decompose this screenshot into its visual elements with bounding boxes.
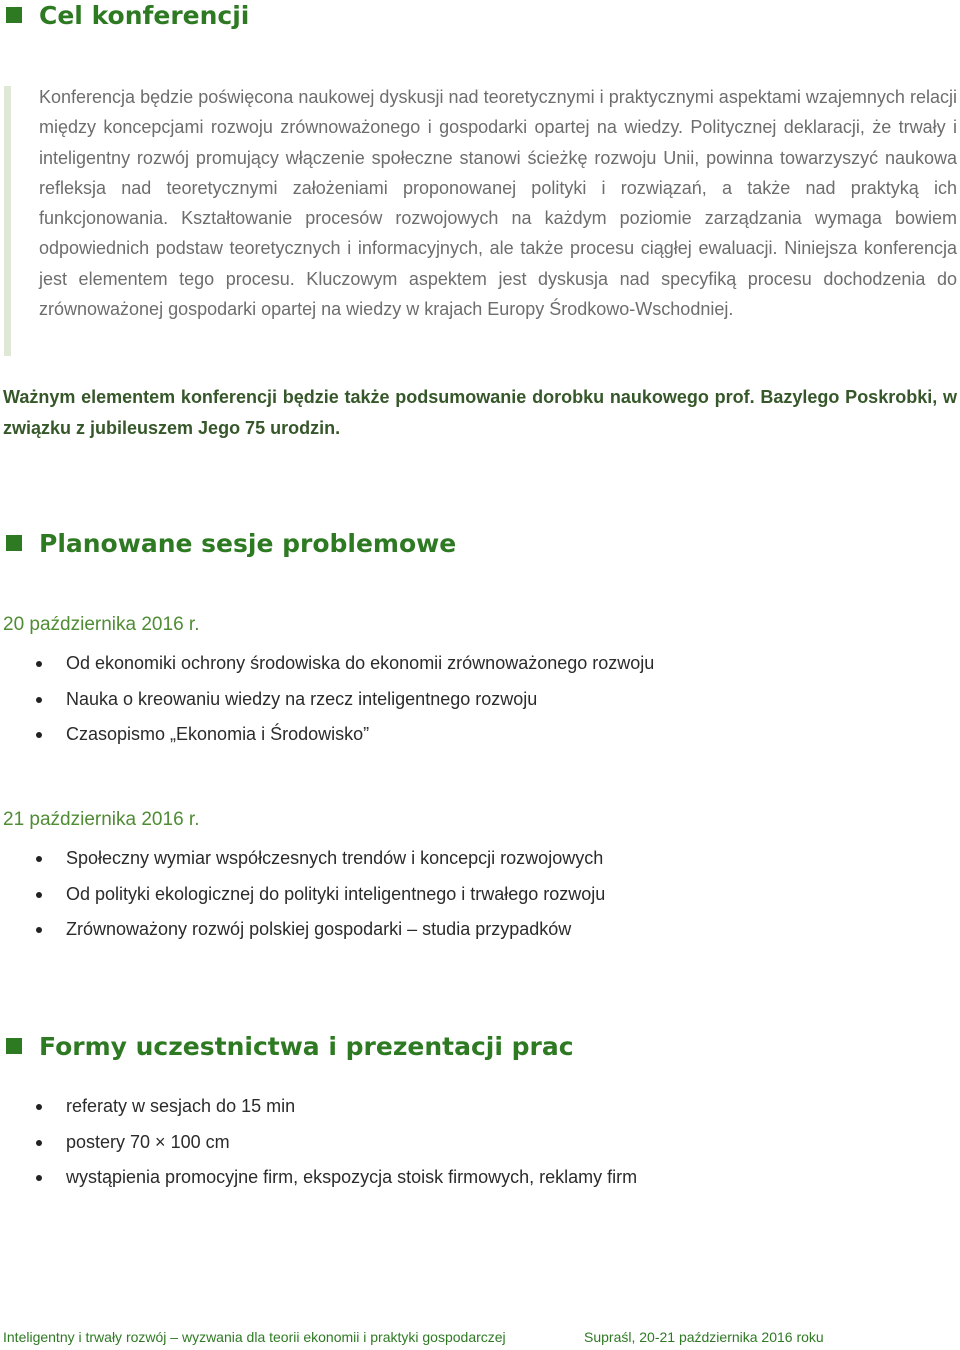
list-item: referaty w sesjach do 15 min (66, 1089, 637, 1125)
participation-list (66, 1089, 637, 1196)
section-title: Cel konferencji (39, 0, 250, 30)
square-bullet-icon (6, 535, 22, 551)
section-title: Formy uczestnictwa i prezentacji prac (39, 1031, 574, 1061)
session-list-1 (66, 646, 654, 753)
list-item: Społeczny wymiar współczesnych trendów i koncepcji rozwojowych (66, 841, 605, 877)
session-date-2: 21 października 2016 r. (3, 809, 200, 830)
list-item: Od polityki ekologicznej do polityki inteligentnego i trwałego rozwoju (66, 877, 605, 913)
session-date-1: 20 października 2016 r. (3, 614, 200, 635)
section-heading-sessions (6, 527, 456, 559)
list-item: Nauka o kreowaniu wiedzy na rzecz inteligentnego rozwoju (66, 682, 654, 718)
highlight-paragraph: Ważnym elementem konferencji będzie także podsumowanie dorobku naukowego prof. Bazylego Poskrobki, w związku z jubileuszem Jego 75 urodzin. (3, 387, 957, 438)
session-list-2 (66, 841, 605, 948)
square-bullet-icon (6, 7, 22, 23)
list-item: postery 70 × 100 cm (66, 1125, 637, 1161)
intro-paragraph: Konferencja będzie poświęcona naukowej dyskusji nad teoretycznymi i praktycznymi aspektami wzajemnych relacji między koncepcjami rozwoju zrównoważonego i gospodarki opartej na wiedzy. Politycznej deklaracji, że trwały i inteligentny rozwój promujący włączenie społeczne stanowi ścieżkę rozwoju Unii, powinna towarzyszyć naukowa refleksja nad teoretycznymi założeniami proponowanej polityki i rozwiązań, a także nad praktyką ich funkcjonowania. Kształtowanie procesów rozwojowych na każdym poziomie zarządzania wymaga bowiem odpowiednich podstaw teoretycznych i informacyjnych, ale także procesu ciągłej ewaluacji. Niniejsza konferencja jest elementem tego procesu. Kluczowym aspektem jest dyskusja nad specyfiką procesu dochodzenia do zrównoważonej gospodarki opartej na wiedzy w krajach Europy Środkowo-Wschodniej. (39, 87, 957, 320)
section-title: Planowane sesje problemowe (39, 528, 457, 558)
list-item: Czasopismo „Ekonomia i Środowisko” (66, 717, 654, 753)
footer-conference-title: Inteligentny i trwały rozwój – wyzwania dla teorii ekonomii i praktyki gospodarczej (3, 1329, 506, 1345)
list-item: Zrównoważony rozwój polskiej gospodarki – studia przypadków (66, 912, 605, 948)
footer-place-date: Supraśl, 20-21 października 2016 roku (584, 1329, 824, 1345)
section-heading-goal (6, 0, 249, 30)
intro-accent-bar (4, 86, 11, 356)
list-item: wystąpienia promocyjne firm, ekspozycja stoisk firmowych, reklamy firm (66, 1160, 637, 1196)
list-item: Od ekonomiki ochrony środowiska do ekonomii zrównoważonego rozwoju (66, 646, 654, 682)
square-bullet-icon (6, 1038, 22, 1054)
section-heading-participation (6, 1030, 574, 1062)
